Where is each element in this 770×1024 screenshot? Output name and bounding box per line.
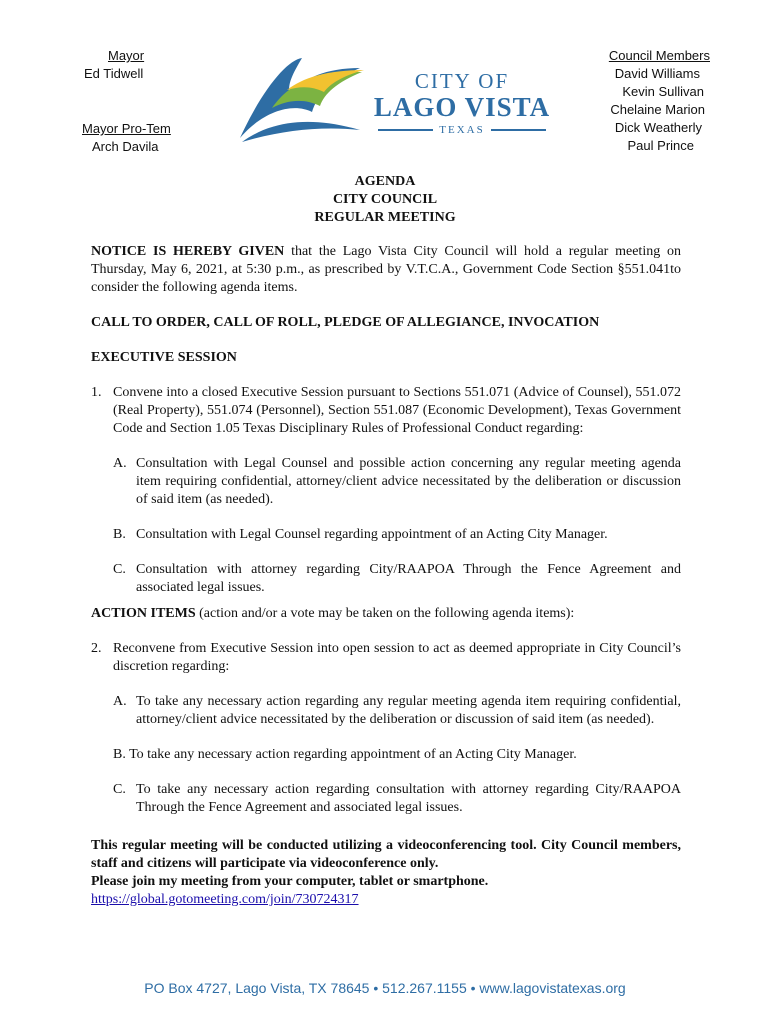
subitem-text: Consultation with Legal Counsel regarding appointment of an Acting City Manager. bbox=[136, 527, 608, 542]
closing-notice: This regular meeting will be conducted utilizing a videoconferencing tool. City Council members, staff and citizens will participate via videoconference only. bbox=[91, 838, 681, 871]
council-member: Dick Weatherly bbox=[614, 120, 702, 135]
subitem-1a bbox=[91, 455, 681, 509]
subitem-text: To take any necessary action regarding consultation with attorney regarding City/RAAPOA Through the Fence Agreement and associated legal issues. bbox=[136, 782, 681, 815]
agenda-body bbox=[91, 243, 681, 909]
mayor-protem-role: Mayor Pro-Tem bbox=[82, 121, 171, 136]
header-officials-left bbox=[82, 47, 202, 156]
agenda-title bbox=[0, 173, 770, 227]
subitem-text: To take any necessary action regarding any regular meeting agenda item requiring confidential, attorney/client advice necessitated by the deliberation or discussion of said item (as needed). bbox=[136, 694, 681, 727]
notice-paragraph bbox=[91, 243, 681, 297]
call-to-order-heading: CALL TO ORDER, CALL OF ROLL, PLEDGE OF ALLEGIANCE, INVOCATION bbox=[91, 315, 600, 330]
footer-contact: PO Box 4727, Lago Vista, TX 78645 • 512.267.1155 • www.lagovistatexas.org bbox=[144, 980, 626, 996]
mayor-role: Mayor bbox=[108, 48, 145, 63]
subitem-letter: C. bbox=[113, 782, 126, 797]
subitem-2a bbox=[91, 693, 681, 729]
title-city-council: CITY COUNCIL bbox=[332, 192, 438, 207]
mayor-name: Ed Tidwell bbox=[84, 66, 144, 81]
subitem-text: Consultation with attorney regarding City/RAAPOA Through the Fence Agreement and associated legal issues. bbox=[136, 562, 681, 595]
action-items-heading: ACTION ITEMS bbox=[91, 606, 196, 621]
logo-texas: TEXAS bbox=[439, 124, 485, 136]
closing-join-instruction: Please join my meeting from your computer, tablet or smartphone. bbox=[91, 874, 489, 889]
item-number: 2. bbox=[91, 641, 102, 656]
executive-session-heading: EXECUTIVE SESSION bbox=[91, 350, 237, 365]
subitem-letter: B. bbox=[113, 527, 126, 542]
subitem-letter: B. bbox=[113, 747, 126, 762]
action-items-heading-line bbox=[91, 605, 681, 623]
council-member: Chelaine Marion bbox=[610, 102, 705, 117]
mayor-protem-name: Arch Davila bbox=[92, 139, 159, 154]
item-text: Convene into a closed Executive Session pursuant to Sections 551.071 (Advice of Counsel), 551.072 (Real Property), 551.074 (Personnel), Section 551.087 (Economic Development), Texas Government Code and Section 1.05 Texas Disciplinary Rules of Professional Conduct regarding: bbox=[113, 385, 681, 436]
subitem-letter: A. bbox=[113, 694, 127, 709]
subitem-2b bbox=[91, 746, 681, 764]
subitem-text: To take any necessary action regarding appointment of an Acting City Manager. bbox=[129, 747, 577, 762]
council-member: Paul Prince bbox=[627, 138, 694, 153]
header-council-members bbox=[540, 47, 710, 155]
agenda-item-2 bbox=[91, 640, 681, 676]
logo-wave-icon bbox=[232, 50, 372, 150]
logo-divider-right bbox=[491, 129, 546, 131]
title-regular-meeting: REGULAR MEETING bbox=[314, 210, 456, 225]
logo-divider-left bbox=[378, 129, 433, 131]
subitem-text: Consultation with Legal Counsel and possible action concerning any regular meeting agenda item requiring confidential, attorney/client advice necessitated by the deliberation or discussion of said item (as needed). bbox=[136, 456, 681, 507]
notice-lead: NOTICE IS HEREBY GIVEN bbox=[91, 244, 285, 259]
subitem-1c bbox=[91, 561, 681, 597]
subitem-2c bbox=[91, 781, 681, 817]
item-text: Reconvene from Executive Session into open session to act as deemed appropriate in City Council’s discretion regarding: bbox=[113, 641, 681, 674]
action-items-note: (action and/or a vote may be taken on the following agenda items): bbox=[195, 606, 575, 621]
council-member: Kevin Sullivan bbox=[622, 84, 704, 99]
title-agenda: AGENDA bbox=[354, 174, 416, 189]
council-members-role: Council Members bbox=[608, 48, 710, 63]
subitem-1b bbox=[91, 526, 681, 544]
subitem-letter: A. bbox=[113, 456, 127, 471]
notice-text: that the Lago Vista City Council will hold a regular meeting on Thursday, May 6, 2021, at 5:30 p.m., as prescribed by V.T.C.A., Government Code Section §551.041to consider the following agenda items. bbox=[91, 244, 681, 295]
council-member: David Williams bbox=[614, 66, 700, 81]
agenda-item-1 bbox=[91, 384, 681, 438]
city-logo bbox=[232, 50, 562, 150]
logo-city-of: CITY OF bbox=[414, 69, 510, 93]
logo-lago-vista: LAGO VISTA bbox=[373, 92, 551, 122]
subitem-letter: C. bbox=[113, 562, 126, 577]
meeting-link[interactable]: https://global.gotomeeting.com/join/730724317 bbox=[91, 892, 359, 907]
item-number: 1. bbox=[91, 385, 102, 400]
